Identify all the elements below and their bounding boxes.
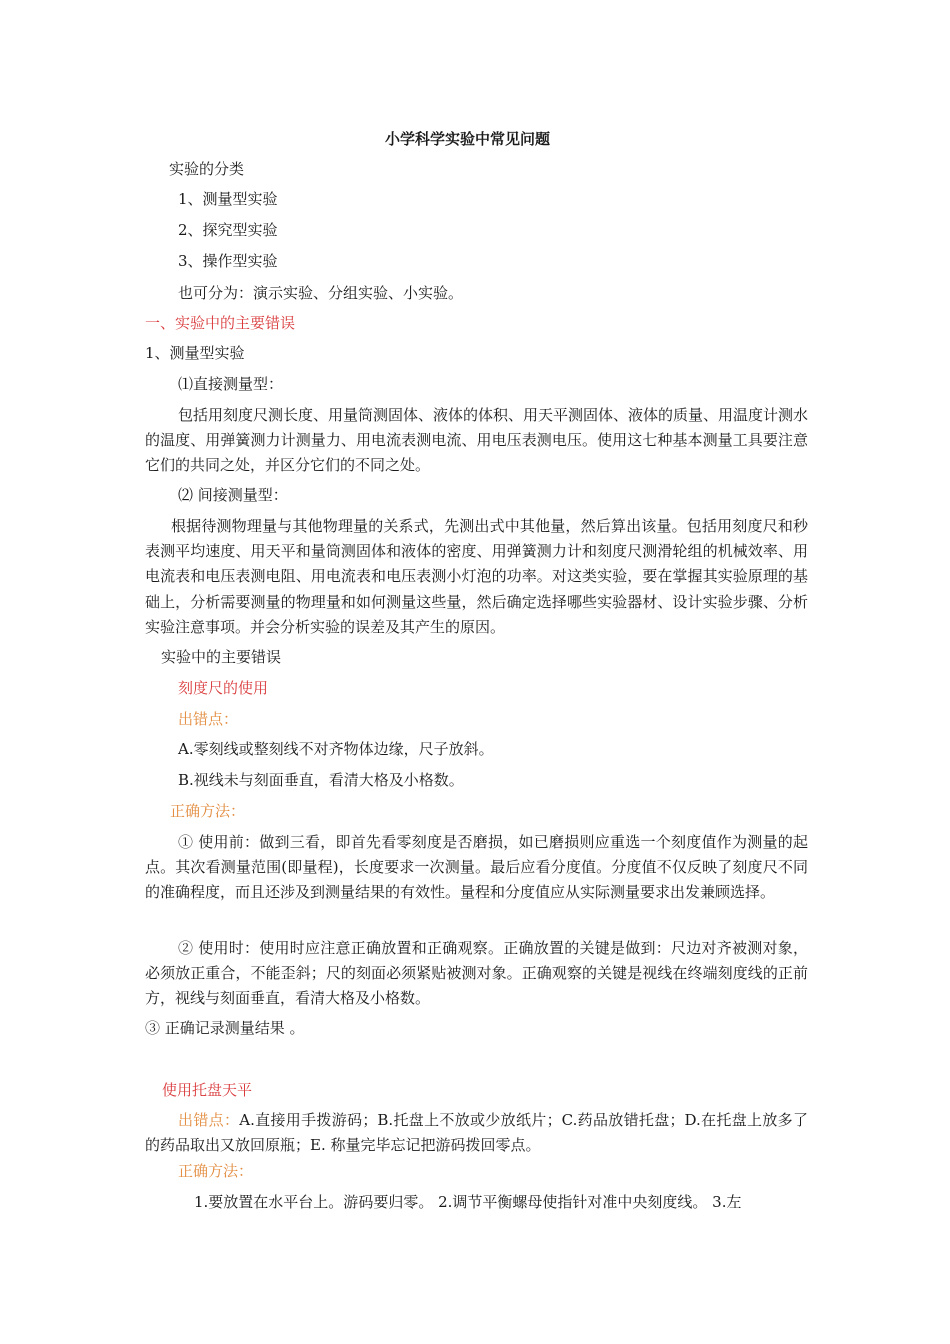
- balance-error-label: 出错点：: [178, 1111, 240, 1129]
- main-errors-heading: 实验中的主要错误: [161, 648, 282, 666]
- page-title: 小学科学实验中常见问题: [385, 130, 551, 148]
- section-heading: 一、实验中的主要错误: [145, 314, 296, 332]
- indirect-body: 根据待测物理量与其他物理量的关系式，先测出式中其他量，然后算出该量。包括用刻度尺和秒表测平均速度、用天平和量筒测固体和液体的密度、用弹簧测力计和刻度尺测滑轮组的机械效率、用电流表和电压表测电阻、用电流表和电压表测小灯泡的功率。对这类实验，要在掌握其实验原理的基础上，分析需要测量的物理量和如何测量这些量，然后确定选择哪些实验器材、设计实验步骤、分析实验注意事项。并会分析实验的误差及其产生的原因。: [145, 517, 808, 636]
- balance-error-paragraph: [145, 1108, 808, 1158]
- also-divide-text: 也可分为：演示实验、分组实验、小实验。: [178, 284, 464, 302]
- ruler-record-text: ③ 正确记录测量结果 。: [145, 1019, 305, 1037]
- balance-steps-text: 1.要放置在水平台上。游码要归零。 2.调节平衡螺母使指针对准中央刻度线。 3.左: [194, 1193, 742, 1211]
- ruler-error-b: B.视线未与刻面垂直，看清大格及小格数。: [178, 771, 464, 789]
- balance-correct-label: 正确方法：: [178, 1162, 254, 1180]
- indirect-heading: ⑵ 间接测量型：: [178, 486, 288, 504]
- ruler-error-label: 出错点：: [178, 710, 239, 728]
- direct-heading: ⑴直接测量型：: [178, 375, 284, 393]
- classify-item: 3、操作型实验: [178, 252, 278, 270]
- classify-item: 2、探究型实验: [178, 221, 278, 239]
- ruler-correct-label: 正确方法：: [170, 802, 246, 820]
- ruler-during-text: ② 使用时：使用时应注意正确放置和正确观察。正确放置的关键是做到：尺边对齐被测对象，必须放正重合，不能歪斜；尺的刻面必须紧贴被测对象。正确观察的关键是视线在终端刻度线的正前方，视线与刻面垂直，看清大格及小格数。: [145, 939, 808, 1008]
- direct-body: 包括用刻度尺测长度、用量筒测固体、液体的体积、用天平测固体、液体的质量、用温度计测水的温度、用弹簧测力计测量力、用电流表测电流、用电压表测电压。使用这七种基本测量工具要注意它们的共同之处，并区分它们的不同之处。: [145, 406, 809, 475]
- subsection-heading: 1、测量型实验: [145, 344, 245, 362]
- balance-error-text: A.直接用手拨游码；B.托盘上不放或少放纸片；C.药品放错托盘；D.在托盘上放多了的药品取出又放回原瓶；E. 称量完毕忘记把游码拨回零点。: [145, 1111, 808, 1155]
- classify-heading: 实验的分类: [169, 160, 245, 178]
- balance-heading: 使用托盘天平: [162, 1081, 253, 1099]
- ruler-heading: 刻度尺的使用: [178, 679, 269, 697]
- ruler-error-a: A.零刻线或整刻线不对齐物体边缘，尺子放斜。: [178, 740, 494, 758]
- ruler-before-text: ① 使用前：做到三看，即首先看零刻度是否磨损，如已磨损则应重选一个刻度值作为测量的起点。其次看测量范围(即量程)，长度要求一次测量。最后应看分度值。分度值不仅反映了刻度尺不同的准确程度，而且还涉及到测量结果的有效性。量程和分度值应从实际测量要求出发兼顾选择。: [145, 833, 808, 902]
- classify-item: 1、测量型实验: [178, 190, 278, 208]
